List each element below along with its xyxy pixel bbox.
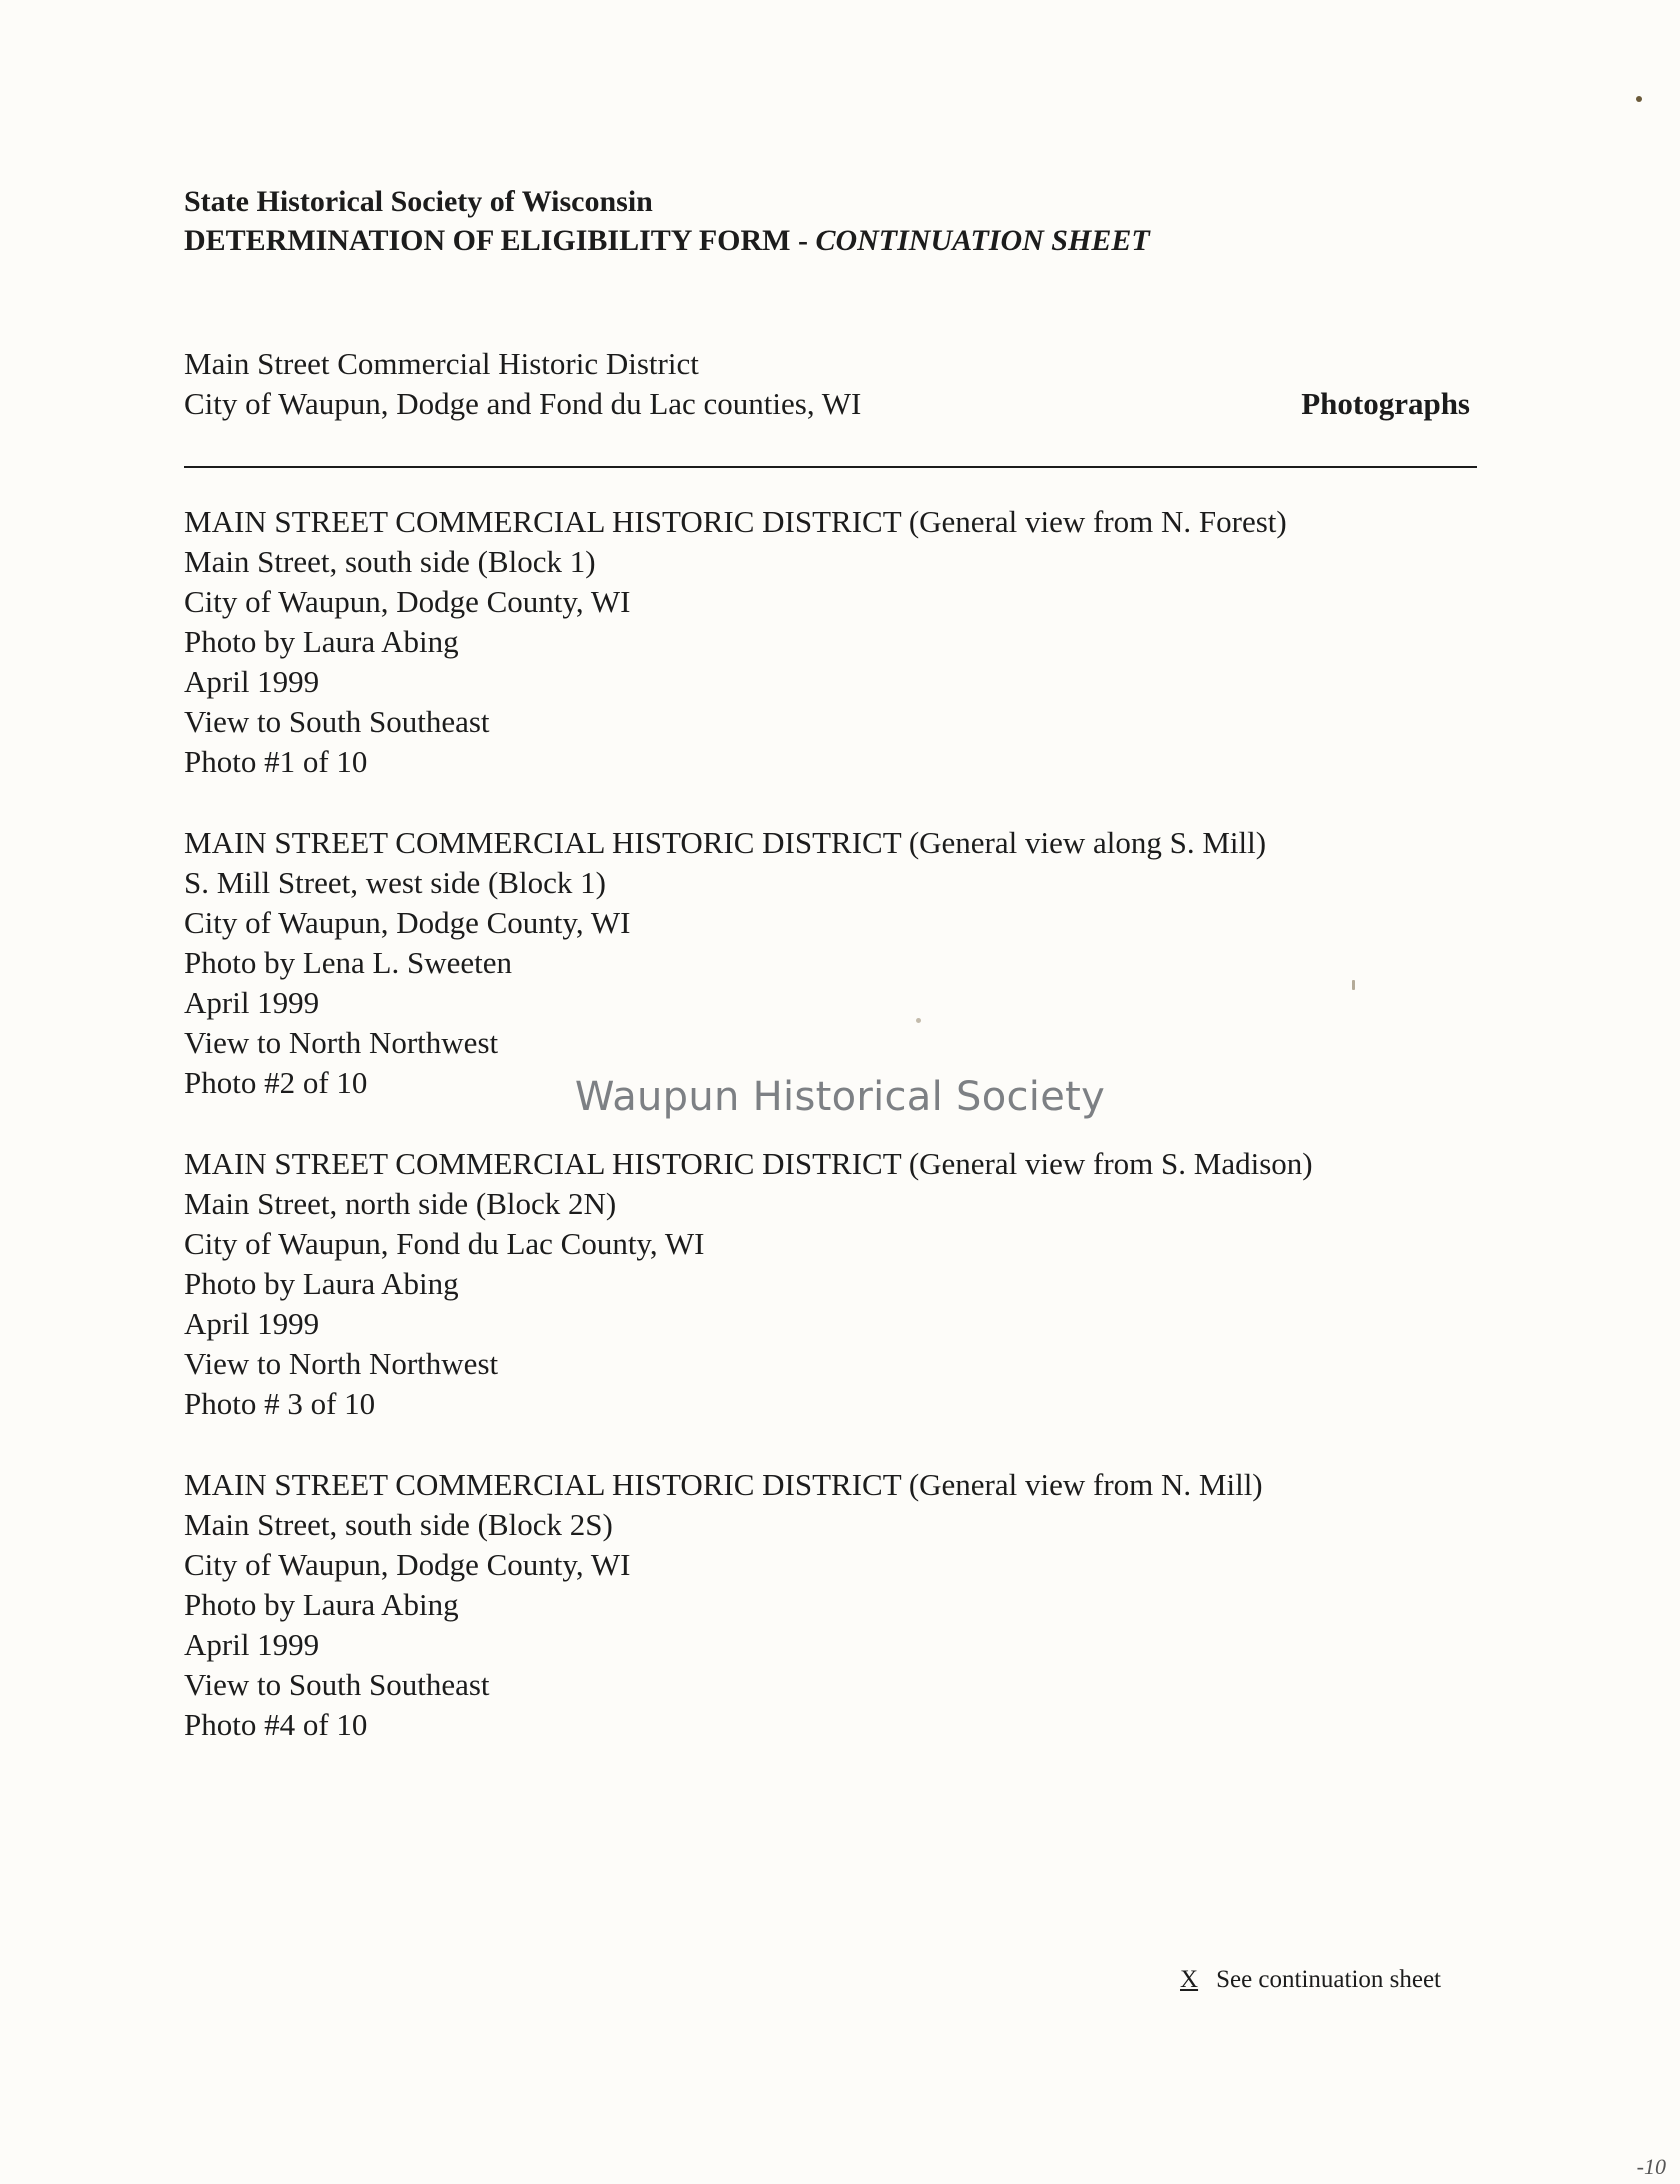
scan-speck	[916, 1018, 921, 1023]
photo-entry-4	[184, 1465, 1263, 1745]
entry-city: City of Waupun, Dodge County, WI	[184, 905, 631, 940]
scan-speck	[1352, 980, 1355, 990]
entry-photo-number: Photo #1 of 10	[184, 744, 368, 779]
entry-view: View to North Northwest	[184, 1346, 499, 1381]
photo-entry-2	[184, 823, 1266, 1103]
entry-title: MAIN STREET COMMERCIAL HISTORIC DISTRICT (General view from S. Madison)	[184, 1146, 1313, 1181]
entry-photographer: Photo by Laura Abing	[184, 1266, 459, 1301]
entry-title: MAIN STREET COMMERCIAL HISTORIC DISTRICT (General view from N. Mill)	[184, 1467, 1263, 1502]
entry-date: April 1999	[184, 1627, 320, 1662]
entry-date: April 1999	[184, 985, 320, 1020]
district-info	[184, 344, 861, 424]
organization-name: State Historical Society of Wisconsin	[184, 185, 653, 218]
entry-title: MAIN STREET COMMERCIAL HISTORIC DISTRICT (General view along S. Mill)	[184, 825, 1267, 860]
form-subtitle: CONTINUATION SHEET	[815, 224, 1150, 257]
watermark: Waupun Historical Society	[574, 1074, 1106, 1120]
entry-street: Main Street, south side (Block 1)	[184, 544, 596, 579]
photo-entry-3	[184, 1144, 1313, 1424]
entry-photo-number: Photo #2 of 10	[184, 1065, 368, 1100]
margin-note: -10	[1636, 2154, 1666, 2179]
entry-street: Main Street, north side (Block 2N)	[184, 1186, 617, 1221]
district-location: City of Waupun, Dodge and Fond du Lac counties, WI	[184, 386, 862, 421]
district-name: Main Street Commercial Historic District	[184, 346, 699, 381]
continuation-checkmark: X	[1180, 1966, 1199, 1993]
entry-view: View to North Northwest	[184, 1025, 499, 1060]
entry-photo-number: Photo #4 of 10	[184, 1707, 368, 1742]
entry-view: View to South Southeast	[184, 704, 490, 739]
entry-title: MAIN STREET COMMERCIAL HISTORIC DISTRICT (General view from N. Forest)	[184, 504, 1287, 539]
entry-date: April 1999	[184, 1306, 320, 1341]
entry-street: Main Street, south side (Block 2S)	[184, 1507, 613, 1542]
entry-photographer: Photo by Laura Abing	[184, 1587, 459, 1622]
form-header	[184, 182, 1150, 260]
entry-view: View to South Southeast	[184, 1667, 490, 1702]
entry-date: April 1999	[184, 664, 320, 699]
entry-photographer: Photo by Laura Abing	[184, 624, 459, 659]
entry-city: City of Waupun, Dodge County, WI	[184, 1547, 631, 1582]
entry-city: City of Waupun, Fond du Lac County, WI	[184, 1226, 705, 1261]
photo-entry-1	[184, 502, 1287, 782]
section-label: Photographs	[1301, 386, 1470, 421]
header-divider	[184, 466, 1477, 468]
continuation-note	[1170, 1964, 1441, 1996]
continuation-label: See continuation sheet	[1216, 1966, 1442, 1993]
entry-street: S. Mill Street, west side (Block 1)	[184, 865, 606, 900]
form-title-line	[184, 221, 1150, 260]
entry-photographer: Photo by Lena L. Sweeten	[184, 945, 513, 980]
scan-speck	[1636, 96, 1642, 102]
entry-city: City of Waupun, Dodge County, WI	[184, 584, 631, 619]
entry-photo-number: Photo # 3 of 10	[184, 1386, 376, 1421]
form-title: DETERMINATION OF ELIGIBILITY FORM -	[184, 224, 816, 257]
